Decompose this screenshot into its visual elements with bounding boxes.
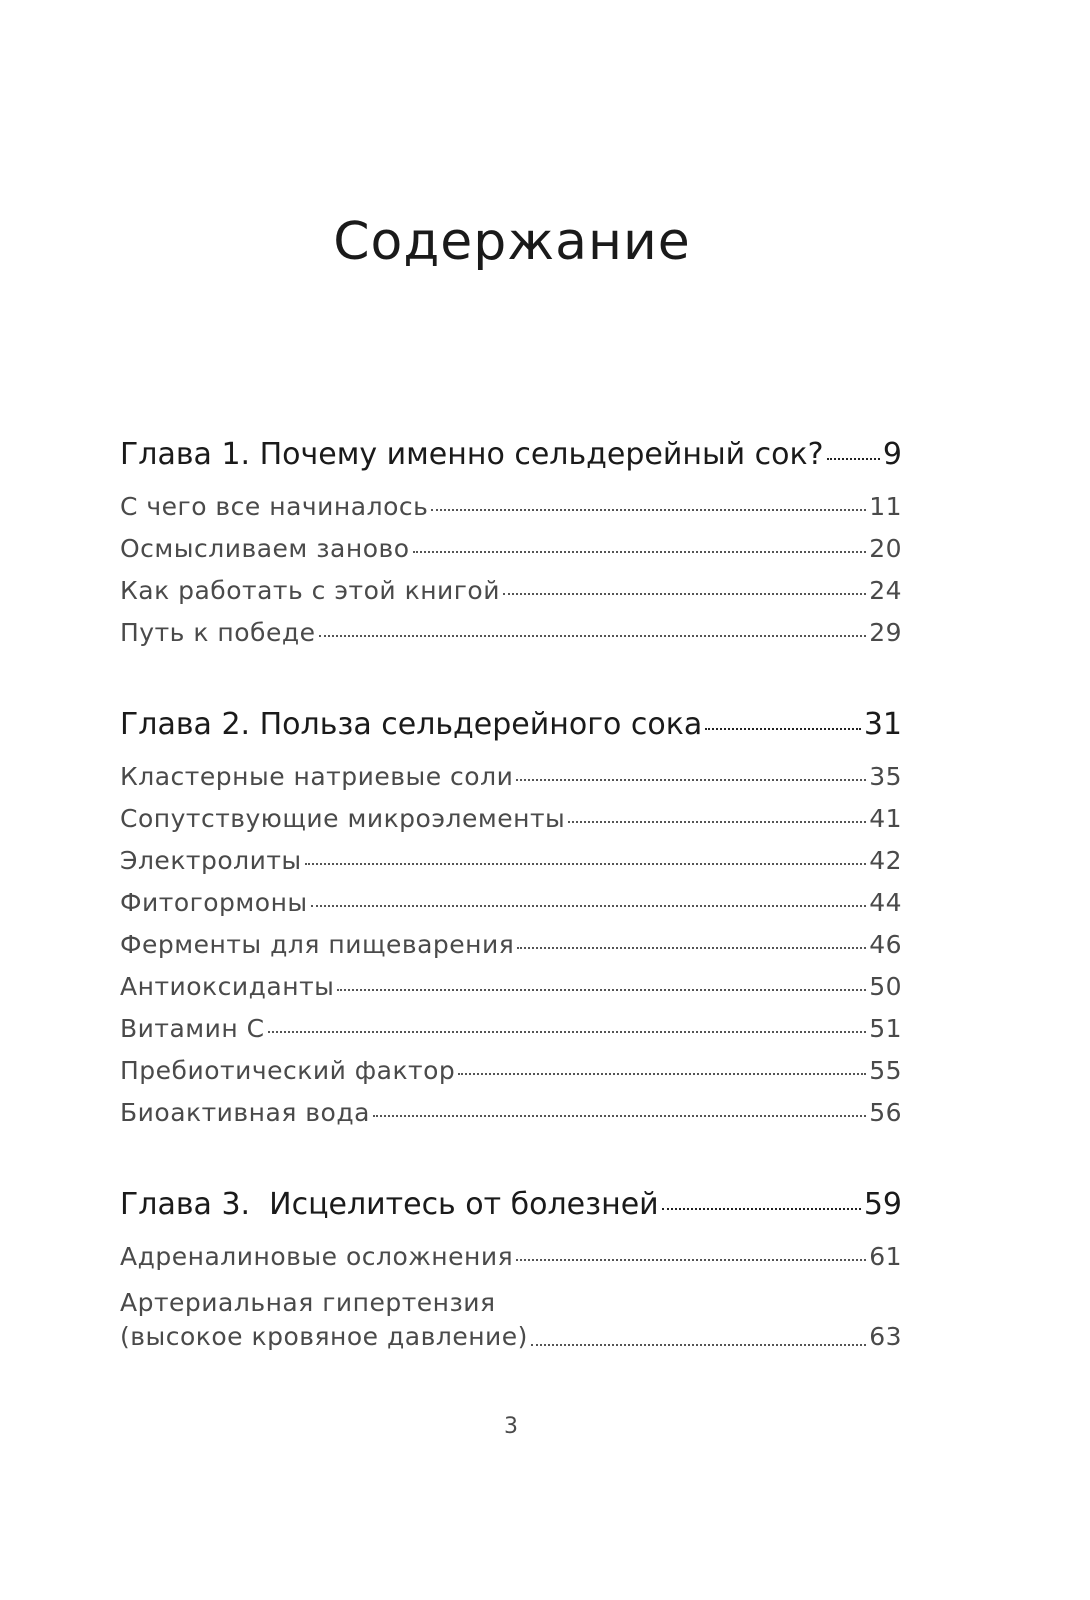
chapter-title: Глава 2. Польза сельдерейного сока [120, 707, 703, 742]
chapter-page-number: 59 [863, 1187, 902, 1222]
toc-section[interactable] [120, 1014, 902, 1043]
dot-leader [516, 779, 866, 781]
toc-section[interactable] [120, 618, 902, 647]
dot-leader [827, 458, 880, 460]
toc-section[interactable] [120, 1242, 902, 1271]
section-title: Кластерные натриевые соли [120, 762, 514, 791]
section-page-number: 44 [869, 888, 902, 917]
section-page-number: 55 [869, 1056, 902, 1085]
chapter-title: Глава 1. Почему именно сельдерейный сок? [120, 437, 824, 472]
toc-section[interactable] [120, 1286, 902, 1354]
toc-section[interactable] [120, 1056, 902, 1085]
toc-section[interactable] [120, 804, 902, 833]
dot-leader [705, 728, 861, 730]
toc-chapter-2[interactable] [120, 707, 902, 742]
section-title: Ферменты для пищеварения [120, 930, 515, 959]
dot-leader [531, 1344, 866, 1346]
toc-section[interactable] [120, 846, 902, 875]
dot-leader [311, 905, 867, 907]
section-title: Фитогормоны [120, 888, 308, 917]
dot-leader [503, 593, 866, 595]
section-page-number: 56 [869, 1098, 902, 1127]
section-page-number: 61 [869, 1242, 902, 1271]
section-title: Витамин С [120, 1014, 265, 1043]
toc-section[interactable] [120, 762, 902, 791]
dot-leader [319, 635, 867, 637]
section-title: Антиоксиданты [120, 972, 335, 1001]
section-title: Сопутствующие микроэлементы [120, 804, 566, 833]
dot-leader [268, 1031, 867, 1033]
dot-leader [431, 509, 866, 511]
section-page-number: 41 [869, 804, 902, 833]
toc-section[interactable] [120, 492, 902, 521]
dot-leader [337, 989, 866, 991]
section-title: Электролиты [120, 846, 302, 875]
dot-leader [373, 1115, 866, 1117]
page-title: Содержание [333, 212, 691, 272]
section-title: Биоактивная вода [120, 1098, 370, 1127]
toc-section[interactable] [120, 930, 902, 959]
section-page-number: 11 [869, 492, 902, 521]
toc-section[interactable] [120, 972, 902, 1001]
dot-leader [517, 947, 866, 949]
dot-leader [662, 1208, 861, 1210]
section-page-number: 20 [869, 534, 902, 563]
section-title: Осмысливаем заново [120, 534, 410, 563]
section-title-line: (высокое кровяное давление) [120, 1322, 528, 1351]
chapter-page-number: 9 [882, 437, 902, 472]
toc-chapter-1[interactable] [120, 437, 902, 472]
section-title: Как работать с этой книгой [120, 576, 500, 605]
toc-section[interactable] [120, 534, 902, 563]
section-title: Адреналиновые осложнения [120, 1242, 514, 1271]
section-title: С чего все начиналось [120, 492, 429, 521]
section-page-number: 42 [869, 846, 902, 875]
dot-leader [413, 551, 867, 553]
dot-leader [458, 1073, 866, 1075]
dot-leader [305, 863, 867, 865]
chapter-title: Глава 3. Исцелитесь от болезней [120, 1187, 659, 1222]
section-page-number: 35 [869, 762, 902, 791]
toc-chapter-3[interactable] [120, 1187, 902, 1222]
dot-leader [568, 821, 866, 823]
section-title: Путь к победе [120, 618, 316, 647]
section-page-number: 46 [869, 930, 902, 959]
section-page-number: 51 [869, 1014, 902, 1043]
section-page-number: 63 [869, 1322, 902, 1351]
toc-section[interactable] [120, 888, 902, 917]
page-number-footer: 3 [504, 1414, 518, 1439]
section-title [120, 1286, 528, 1354]
section-title-line: Артериальная гипертензия [120, 1288, 496, 1317]
section-title: Пребиотический фактор [120, 1056, 456, 1085]
section-page-number: 50 [869, 972, 902, 1001]
toc-section[interactable] [120, 576, 902, 605]
section-page-number: 24 [869, 576, 902, 605]
toc-section[interactable] [120, 1098, 902, 1127]
chapter-page-number: 31 [863, 707, 902, 742]
dot-leader [516, 1259, 866, 1261]
section-page-number: 29 [869, 618, 902, 647]
